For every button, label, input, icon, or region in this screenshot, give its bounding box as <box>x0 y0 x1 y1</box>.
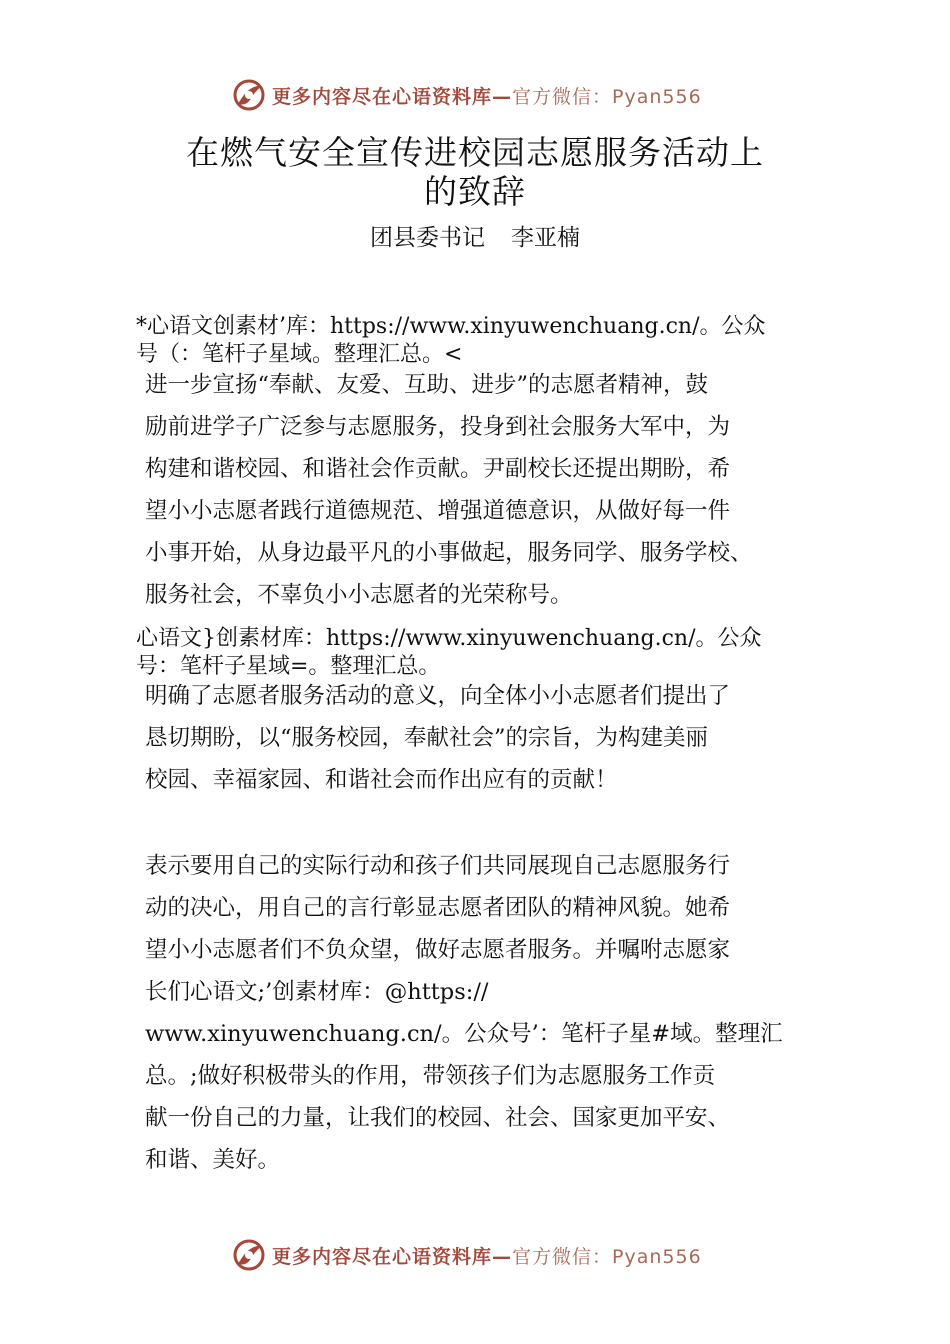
text-line: 进一步宣扬“奉献、友爱、互助、进步”的志愿者精神，鼓 <box>145 372 709 398</box>
brand-logo-icon <box>232 1238 266 1272</box>
text-line: 望小小志愿者们不负众望，做好志愿者服务。并嘱咐志愿家 <box>145 937 731 963</box>
text-line: 明确了志愿者服务活动的意义，向全体小小志愿者们提出了 <box>145 683 731 709</box>
paragraph <box>145 364 753 616</box>
watermark-line: 心语文}创素材库：https://www.xinyuwenchuang.cn/。公众 <box>136 626 762 651</box>
text-line: 构建和谐校园、和谐社会作贡献。尹副校长还提出期盼，希 <box>145 456 731 482</box>
text-line: 总。;做好积极带头的作用，带领孩子们为志愿服务工作贡 <box>145 1063 716 1089</box>
text-line: 服务社会，不辜负小小志愿者的光荣称号。 <box>145 582 573 608</box>
author-line <box>0 222 950 254</box>
author-role: 团县委书记 <box>370 225 485 251</box>
document-title-line-1: 在燃气安全宣传进校园志愿服务活动上 <box>186 133 764 172</box>
watermark-block <box>136 313 765 369</box>
author-name: 李亚楠 <box>511 225 580 251</box>
text-line: www.xinyuwenchuang.cn/。公众号’：笔杆子星#域。整理汇 <box>145 1021 783 1047</box>
text-line: 和谐、美好。 <box>145 1147 281 1173</box>
text-line: 表示要用自己的实际行动和孩子们共同展现自己志愿服务行 <box>145 853 731 879</box>
text-line: 长们心语文;’创素材库：@https:// <box>145 979 489 1005</box>
watermark-line: 号（：笔杆子星域。整理汇总。< <box>136 342 463 367</box>
banner-text: 更多内容尽在心语资料库—官方微信：Pyan556 <box>272 85 702 108</box>
text-line: 望小小志愿者践行道德规范、增强道德意识，从做好每一件 <box>145 498 731 524</box>
brand-logo-icon <box>232 78 266 112</box>
text-line: 校园、幸福家园、和谐社会而作出应有的贡献！ <box>145 767 618 793</box>
footer-banner <box>0 1234 950 1274</box>
banner-wechat: 官方微信：Pyan556 <box>512 1245 702 1268</box>
text-line: 献一份自己的力量，让我们的校园、社会、国家更加平安、 <box>145 1105 731 1131</box>
paragraph <box>145 845 783 1181</box>
watermark-line: 号：笔杆子星域=。整理汇总。 <box>136 654 441 679</box>
banner-wechat: 官方微信：Pyan556 <box>512 85 702 108</box>
text-line: 恳切期盼，以“服务校园，奉献社会”的宗旨，为构建美丽 <box>145 725 709 751</box>
header-banner <box>0 74 950 114</box>
text-line: 小事开始，从身边最平凡的小事做起，服务同学、服务学校、 <box>145 540 753 566</box>
watermark-block <box>136 625 762 681</box>
document-title-line-2: 的致辞 <box>424 172 526 211</box>
banner-text: 更多内容尽在心语资料库—官方微信：Pyan556 <box>272 1245 702 1268</box>
text-line: 动的决心，用自己的言行彰显志愿者团队的精神风貌。她希 <box>145 895 731 921</box>
text-line: 励前进学子广泛参与志愿服务，投身到社会服务大军中，为 <box>145 414 731 440</box>
watermark-line: *心语文创素材’库：https://www.xinyuwenchuang.cn/。公众 <box>136 314 766 339</box>
paragraph <box>145 675 730 801</box>
